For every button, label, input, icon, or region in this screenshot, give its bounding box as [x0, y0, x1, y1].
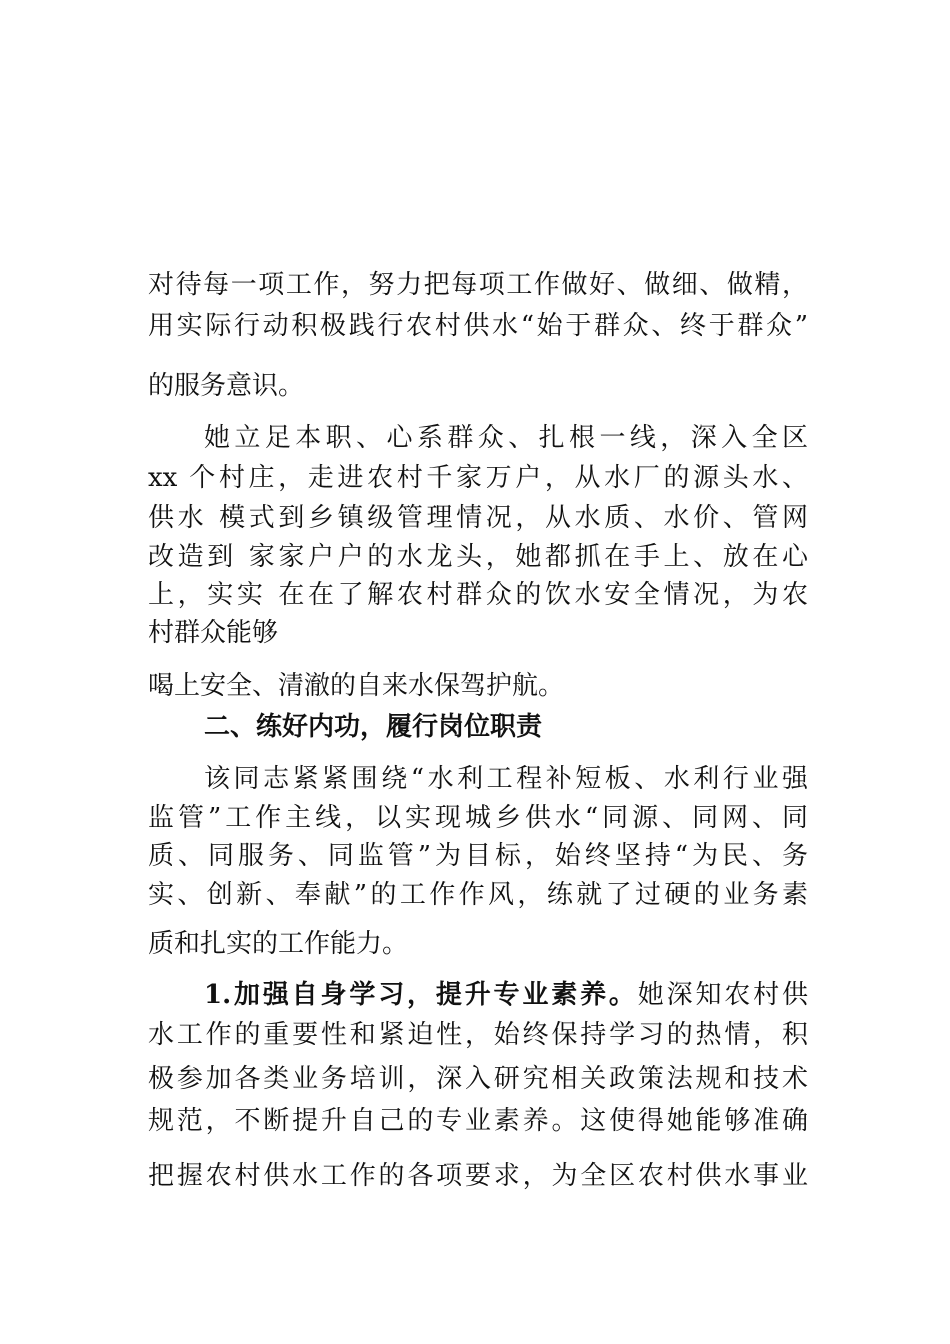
paragraph-line: 她立足本职、心系群众、扎根一线，深入全区 — [204, 423, 808, 453]
paragraph-line: 质、同服务、同监管”为目标，始终坚持“为民、务 — [148, 841, 808, 871]
paragraph-line: 对待每一项工作，努力把每项工作做好、做细、做精， — [148, 270, 808, 300]
item-rest-text: 她深知农村供 — [637, 980, 808, 1010]
item-lead-line — [204, 982, 808, 1008]
item-lead-text: 1.加强自身学习，提升专业素养。 — [204, 980, 638, 1010]
paragraph-line: 监管”工作主线，以实现城乡供水“同源、同网、同 — [148, 803, 808, 833]
paragraph-line: 村群众能够 — [148, 618, 279, 648]
paragraph-line: 供水 模式到乡镇级管理情况，从水质、水价、管网 — [148, 503, 808, 533]
paragraph-line: 该同志紧紧围绕“水利工程补短板、水利行业强 — [204, 764, 808, 794]
paragraph-line: 用实际行动积极践行农村供水“始于群众、终于群众” — [148, 311, 808, 341]
paragraph-line: 质和扎实的工作能力。 — [148, 929, 409, 959]
paragraph-line: 实、创新、奉献”的工作作风，练就了过硬的业务素 — [148, 880, 808, 910]
paragraph-line: 把握农村供水工作的各项要求，为全区农村供水事业 — [148, 1161, 808, 1191]
paragraph-line: 上，实实 在在了解农村群众的饮水安全情况，为农 — [148, 580, 808, 610]
paragraph-line: 喝上安全、清澈的自来水保驾护航。 — [148, 671, 565, 701]
paragraph-line: 水工作的重要性和紧迫性，始终保持学习的热情，积 — [148, 1020, 808, 1050]
paragraph-line: 改造到 家家户户的水龙头，她都抓在手上、放在心 — [148, 542, 808, 572]
section-heading: 二、练好内功，履行岗位职责 — [204, 712, 543, 742]
paragraph-line: 规范，不断提升自己的专业素养。这使得她能够准确 — [148, 1106, 808, 1136]
paragraph-line: 的服务意识。 — [148, 371, 305, 401]
paragraph-line: xx 个村庄，走进农村千家万户，从水厂的源头水、 — [148, 463, 808, 493]
paragraph-line: 极参加各类业务培训，深入研究相关政策法规和技术 — [148, 1064, 808, 1094]
